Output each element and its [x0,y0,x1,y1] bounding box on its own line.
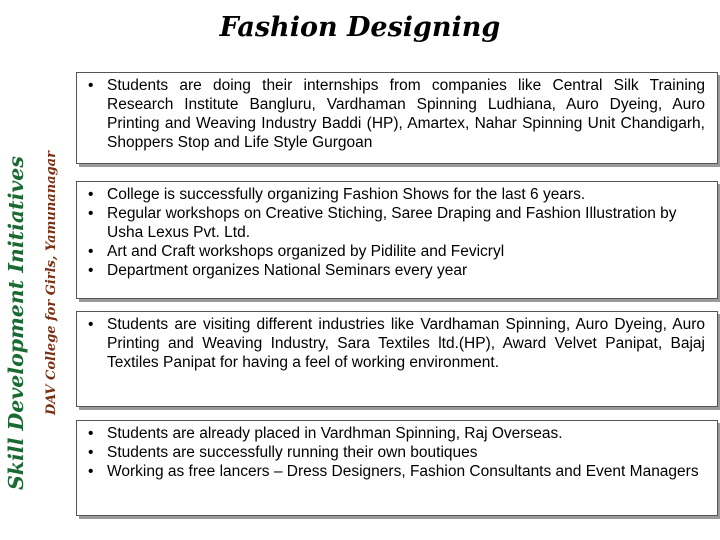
bullet-item: • Students are visiting different industries like Vardhaman Spinning, Auro Dyeing, Auro Printing and Weaving Industry, Sara Textiles ltd.(HP), Award Velvet Panipat, Bajaj Textiles Panipat for having a feel of working environment. [85,315,705,372]
bullet-list [85,315,705,372]
sidebar-main-title: Skill Development Initiatives [4,156,28,490]
bullet-item: • Students are already placed in Vardhman Spinning, Raj Overseas. [85,424,705,443]
bullet-item: • Art and Craft workshops organized by Pidilite and Fevicryl [85,242,705,261]
bullet-item: • Working as free lancers – Dress Designers, Fashion Consultants and Event Managers [85,462,705,481]
internships-box [76,72,718,164]
bullet-list [85,76,705,152]
bullet-item: • Department organizes National Seminars every year [85,261,705,280]
activities-box [76,181,718,299]
bullet-item: • College is successfully organizing Fashion Shows for the last 6 years. [85,185,705,204]
industry-visits-box [76,311,718,407]
slide-title: Fashion Designing [219,12,501,43]
bullet-item: • Students are successfully running their own boutiques [85,443,705,462]
bullet-item: • Regular workshops on Creative Stiching, Saree Draping and Fashion Illustration by Usha Lexus Pvt. Ltd. [85,204,705,242]
bullet-item: • Students are doing their internships from companies like Central Silk Training Research Institute Bangluru, Vardhaman Spinning Ludhiana, Auro Dyeing, Auro Printing and Weaving Industry Baddi (HP), Amartex, Nahar Spinning Unit Chandigarh, Shoppers Stop and Life Style Gurgoan [85,76,705,152]
sidebar-college-name: DAV College for Girls, Yamunanagar [44,151,59,415]
bullet-list [85,185,705,280]
bullet-list [85,424,705,481]
placements-box [76,420,718,516]
